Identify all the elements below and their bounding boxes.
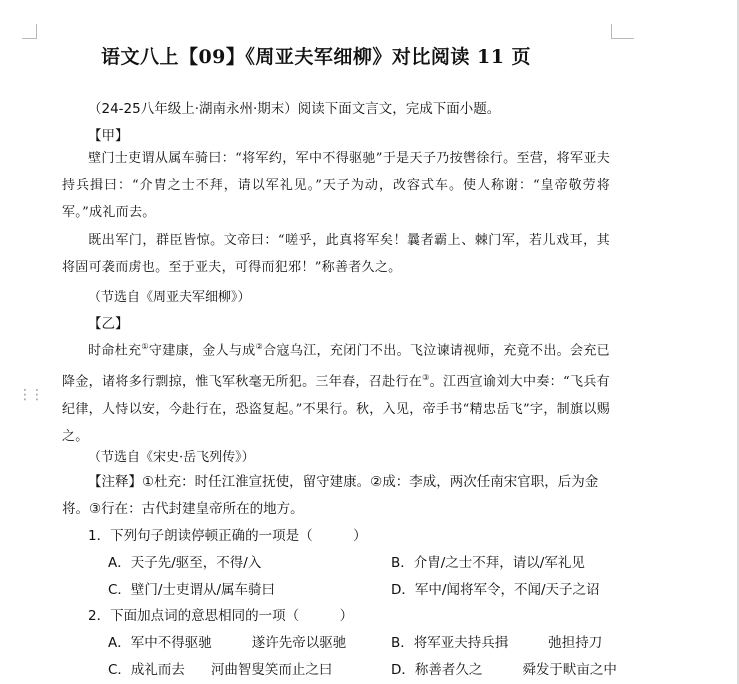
passage-b-text-1: 时命杜充	[88, 343, 142, 359]
question-1-option-b: B．介胄/之士不拜，请以/军礼见	[391, 555, 585, 571]
passage-a-p2-text: 既出军门，群臣皆惊。文帝曰：“嗟乎，此真将军矣！曩者霸上、棘门军，若儿戏耳，其将固可袭而虏也。至于亚夫，可得而犯邪！”称善者久之。	[62, 233, 610, 275]
footnote-marker-3: ③	[422, 373, 430, 383]
question-1-option-d: D．军中/闻将军令，不闻/天子之诏	[391, 582, 600, 598]
question-1-option-a: A．天子先/驱至，不得/入	[108, 555, 262, 571]
passage-a-paragraph-2	[62, 227, 610, 281]
passage-b-text-4: 。江西宣谕刘大中奏：“飞兵有纪律，人恃以安，今赴行在，恐盗复起。”不果行。秋，入见，帝手书“精忠岳飞”字，制旗以赐之。	[62, 374, 610, 444]
footnote-marker-1: ①	[141, 342, 149, 351]
passage-b-source: （节选自《宋史·岳飞列传》）	[88, 450, 255, 465]
passage-a-p1-text: 壁门士吏谓从属车骑曰：“将军约，军中不得驱驰”于是天子乃按辔徐行。至营，将军亚夫持兵揖曰：“介胄之士不拜，请以军礼见。”天子为动，改容式车。使人称谢：“皇帝敬劳将军。”成礼而去。	[62, 151, 610, 220]
q2-a-sentence-1: A．军中不得驱驰	[108, 635, 212, 651]
q2-c-sentence-1: C．成礼而去	[108, 662, 185, 678]
drag-handle-icon[interactable]: ⋮⋮	[18, 387, 42, 403]
passage-b-paragraph	[62, 333, 610, 450]
footnote-marker-2: ②	[255, 342, 264, 351]
q2-d-sentence-2: 舜发于畎亩之中	[522, 662, 617, 678]
passage-b-text-3: 合寇乌江，充闭门不出。飞泣谏请视师，充竟不出。会充已降金，诸将多行剽掠，惟飞军秋毫无所犯。三年春，召赴行在	[62, 343, 610, 390]
page-title: 语文八上【09】《周亚夫军细柳》对比阅读 11 页	[100, 46, 532, 68]
passage-a-label: 【甲】	[88, 128, 129, 144]
q2-a-sentence-2: 遂许先帝以驱驰	[251, 635, 347, 651]
q2-b-sentence-2: 弛担持刀	[548, 635, 603, 651]
passage-b-label: 【乙】	[88, 316, 129, 332]
passage-a-source: （节选自《周亚夫军细柳》）	[88, 290, 251, 305]
question-2-option-a	[108, 631, 346, 651]
crop-mark-top-left	[22, 24, 37, 39]
question-1-option-c: C．壁门/士吏谓从/属车骑曰	[108, 582, 276, 598]
passage-b-text-2: 守建康，金人与成	[148, 343, 256, 359]
question-1-stem: 1．下列句子朗读停顿正确的一项是（ ）	[88, 528, 367, 544]
question-2-stem: 2．下面加点词的意思相同的一项（ ）	[88, 608, 354, 624]
crop-mark-top-right	[611, 24, 634, 39]
q2-b-sentence-1: B．将军亚夫持兵揖	[391, 635, 509, 651]
question-2-option-d	[391, 658, 617, 678]
question-2-option-b	[391, 631, 602, 651]
intro-text: （24-25八年级上·湖南永州·期末）阅读下面文言文，完成下面小题。	[88, 101, 501, 117]
annotation-text: 【注释】①杜充：时任江淮宣抚使，留守建康。②成：李成，两次任南宋官职，后为金将。③行在：古代封建皇帝所在的地方。	[62, 474, 599, 517]
question-2-option-c	[108, 658, 332, 678]
passage-a-paragraph-1	[62, 145, 610, 226]
annotation-block	[62, 469, 622, 523]
q2-c-sentence-2: 河曲智叟笑而止之曰	[210, 662, 333, 678]
q2-d-sentence-1: D．称善者久之	[391, 662, 483, 678]
